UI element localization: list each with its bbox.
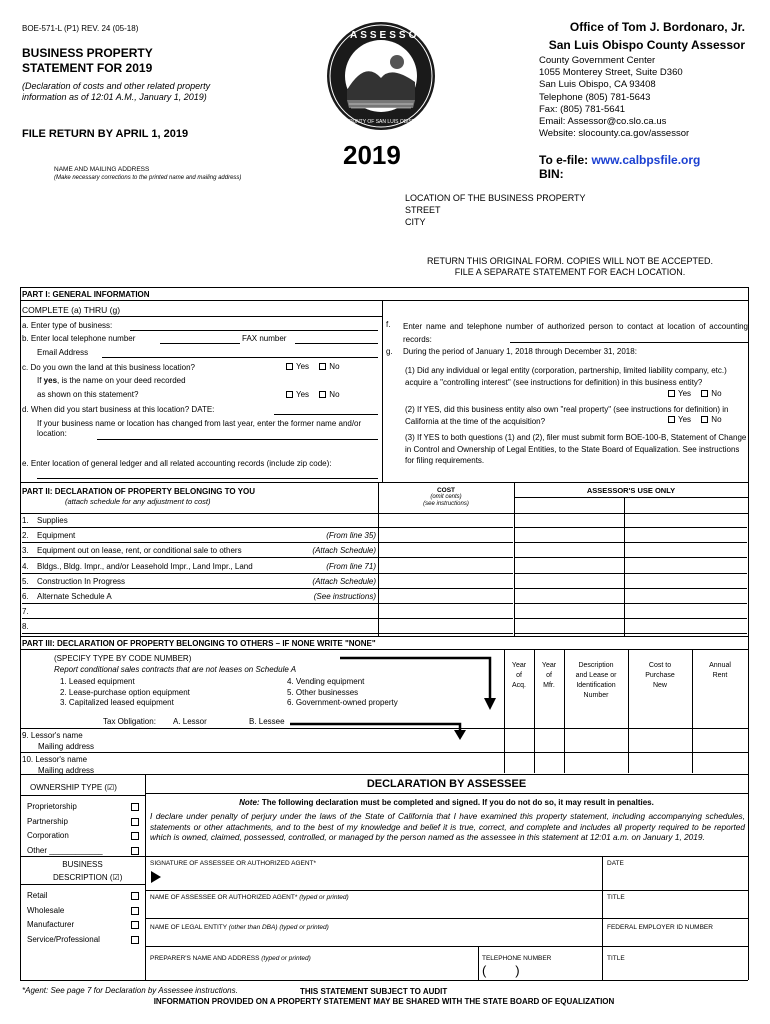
address-line: San Luis Obispo, CA 93408 — [539, 79, 656, 91]
g1-yes-no — [660, 389, 722, 398]
property-line-row — [22, 529, 378, 543]
col-text: Cost to — [648, 662, 672, 669]
location-block — [405, 192, 586, 228]
boe-100b-instructions: (3) If YES to both questions (1) and (2), filer must submit form BOE-100-B, Statement of Change in Control and Ownership of Legal Entities, to the State Board of Equalization. See instructions for filing requirements. — [405, 433, 747, 465]
business-label: Manufacturer — [27, 920, 75, 929]
col-text: Year — [511, 662, 527, 669]
yes-label: Yes — [678, 415, 692, 424]
deed-no-checkbox[interactable] — [319, 391, 326, 398]
property-line-row — [22, 620, 378, 634]
lessor-9-name: 9. Lessor's name — [22, 731, 83, 740]
ownership-label: Proprietorship — [27, 802, 77, 811]
business-title: BUSINESS — [62, 860, 103, 869]
cost-field[interactable] — [379, 620, 513, 634]
assessor-use-cell — [515, 514, 747, 528]
signature-arrow-icon — [151, 871, 161, 883]
part3-title: PART III: DECLARATION OF PROPERTY BELONGING TO OTHERS – IF NONE WRITE "NONE" — [22, 639, 376, 648]
col-text: Annual — [709, 662, 731, 669]
telephone-number-label: TELEPHONE NUMBER — [482, 955, 552, 962]
office-line-1: Office of Tom J. Bordonaro, Jr. — [569, 20, 745, 34]
seal-text-top: ASSESSOR — [350, 30, 430, 41]
ownership-label: Partnership — [27, 816, 68, 826]
location-street: STREET — [405, 205, 441, 215]
property-line-row — [22, 514, 378, 528]
line-number: 8. — [22, 622, 29, 632]
deed-yes-no — [278, 390, 340, 399]
ownership-row — [27, 815, 139, 830]
own-land-question: c. Do you own the land at this business location? — [22, 363, 195, 372]
preparer-text: PREPARER'S NAME AND ADDRESS — [150, 955, 260, 962]
line-reference: (From line 71) — [326, 561, 376, 571]
former-name-field[interactable] — [97, 439, 378, 440]
declaration-note — [145, 798, 748, 807]
deed-post: , is the name on your deed recorded — [57, 376, 186, 385]
period-question: During the period of January 1, 2018 through December 31, 2018: — [403, 347, 637, 356]
yes-label: Yes — [296, 362, 310, 371]
bin-label: BIN: — [539, 167, 564, 181]
partnership-checkbox[interactable] — [131, 818, 139, 826]
g1-yes-checkbox[interactable] — [668, 390, 675, 397]
no-label: No — [329, 362, 340, 371]
g1-no-checkbox[interactable] — [701, 390, 708, 397]
address-line: 1055 Monterey Street, Suite D360 — [539, 67, 683, 79]
address-line: Telephone (805) 781-5643 — [539, 91, 651, 103]
ledger-field[interactable] — [37, 478, 378, 479]
g2-yes-no — [660, 415, 722, 424]
sharing-notice: INFORMATION PROVIDED ON A PROPERTY STATEMENT MAY BE SHARED WITH THE STATE BOARD OF EQUALIZATION — [153, 997, 615, 1006]
cost-sub2: (see instructions) — [423, 501, 469, 507]
ownership-type-title: OWNERSHIP TYPE (☑) — [30, 783, 117, 792]
col-year-acq — [504, 661, 534, 691]
code-item: 4. Vending equipment — [287, 677, 365, 686]
col-text: and Lease or — [575, 672, 617, 679]
form-title-2: STATEMENT FOR 2019 — [22, 61, 153, 75]
tax-obligation-label: Tax Obligation: — [103, 717, 156, 726]
email-field[interactable] — [102, 357, 378, 358]
yes-label: Yes — [296, 390, 310, 399]
ledger-question: e. Enter location of general ledger and all related accounting records (include zip code): — [22, 459, 332, 468]
signature-field[interactable] — [165, 868, 599, 884]
line-description: Construction In Progress — [37, 576, 126, 586]
form-id: BOE-571-L (P1) REV. 24 (05-18) — [22, 24, 139, 33]
assessor-use-cell — [515, 529, 747, 543]
arrow-icon — [290, 720, 470, 744]
contact-person-question: Enter name and telephone number of authorized person to contact at location of accounting records: — [403, 322, 748, 344]
assessor-use-cell — [515, 560, 747, 574]
ownership-row — [27, 829, 139, 844]
cost-sub1: (omit cents) — [430, 494, 462, 500]
cost-field[interactable] — [379, 590, 513, 604]
cost-field[interactable] — [379, 560, 513, 574]
seal-text-bottom: COUNTY OF SAN LUIS OBISPO — [344, 119, 420, 125]
wholesale-checkbox[interactable] — [131, 907, 139, 915]
lessor-10-mailing: Mailing address — [38, 766, 95, 775]
ownership-row — [27, 800, 139, 815]
line-number: 6. — [22, 592, 29, 601]
fax-field[interactable] — [295, 343, 378, 344]
cost-field[interactable] — [379, 575, 513, 589]
property-line-row — [22, 560, 378, 574]
line-description: Alternate Schedule A — [37, 592, 112, 601]
location-title: LOCATION OF THE BUSINESS PROPERTY — [405, 193, 586, 203]
business-list — [27, 889, 139, 947]
own-land-yes-checkbox[interactable] — [286, 363, 293, 370]
part3-specify: (SPECIFY TYPE BY CODE NUMBER) — [54, 654, 192, 663]
codes-left — [60, 677, 190, 709]
assessor-use-cell — [515, 605, 747, 619]
fein-label: FEDERAL EMPLOYER ID NUMBER — [607, 924, 713, 931]
note-label: Note: — [239, 798, 260, 807]
retail-checkbox[interactable] — [131, 892, 139, 900]
efile-label: To e-file: — [539, 153, 589, 167]
line-number: 7. — [22, 607, 29, 617]
tax-year: 2019 — [343, 140, 401, 170]
address-line: Fax: (805) 781-5641 — [539, 103, 626, 115]
own-land-yes-no — [278, 362, 340, 371]
arrow-icon — [340, 654, 500, 714]
other-checkbox[interactable] — [131, 847, 139, 855]
line-number: 2. — [22, 531, 29, 541]
line-reference: (See instructions) — [313, 592, 376, 601]
col-description — [564, 661, 628, 701]
cost-field[interactable] — [379, 529, 513, 543]
proprietorship-checkbox[interactable] — [131, 803, 139, 811]
property-line-row — [22, 605, 378, 619]
address-line: Email: Assessor@co.slo.ca.us — [539, 116, 667, 128]
form-title-1: BUSINESS PROPERTY — [22, 46, 153, 60]
business-row — [27, 918, 139, 933]
description-title: DESCRIPTION (☑) — [53, 873, 123, 882]
business-label: Wholesale — [27, 905, 65, 915]
audit-notice: THIS STATEMENT SUBJECT TO AUDIT — [300, 987, 448, 996]
note-text: The following declaration must be completed and signed. If you do not do so, it may result in penalties. — [261, 798, 654, 807]
code-item: 1. Leased equipment — [60, 677, 135, 686]
deed-pre: If — [37, 376, 44, 385]
assessor-use-cell — [515, 590, 747, 604]
agent-footnote: *Agent: See page 7 for Declaration by Assessee instructions. — [22, 986, 238, 995]
signature-label: SIGNATURE OF ASSESSEE OR AUTHORIZED AGENT* — [150, 860, 317, 867]
property-line-row — [22, 544, 378, 558]
property-line-row — [22, 590, 378, 604]
lessor-10-name: 10. Lessor's name — [22, 755, 88, 764]
col-text: Acq. — [511, 682, 526, 689]
telephone-field[interactable] — [160, 343, 240, 344]
col-text: Year — [541, 662, 557, 669]
separate-statement: FILE A SEPARATE STATEMENT FOR EACH LOCATION. — [454, 267, 686, 277]
telephone-number-field[interactable]: ( ) — [482, 963, 520, 978]
col-text: Purchase — [645, 672, 675, 679]
cost-field[interactable] — [379, 544, 513, 558]
line-number: 1. — [22, 516, 29, 525]
own-land-no-checkbox[interactable] — [319, 363, 326, 370]
fax-label: FAX number — [242, 334, 287, 343]
part1-title: PART I: GENERAL INFORMATION — [22, 290, 150, 299]
line-number: 5. — [22, 576, 29, 586]
legal-entity-text: NAME OF LEGAL ENTITY — [150, 924, 227, 931]
legal-entity-label — [150, 924, 329, 931]
start-date-field[interactable] — [274, 414, 378, 415]
assessor-use-cell — [515, 575, 747, 589]
service-professional-checkbox[interactable] — [131, 936, 139, 944]
office-address — [539, 55, 689, 140]
address-line: Website: slocounty.ca.gov/assessor — [539, 128, 690, 140]
cost-field[interactable] — [379, 605, 513, 619]
email-label: Email Address — [37, 348, 89, 357]
part1-complete: COMPLETE (a) THRU (g) — [22, 305, 121, 315]
line-description: Equipment — [37, 531, 76, 541]
no-label: No — [329, 390, 340, 399]
col-text: of — [546, 672, 552, 679]
corporation-checkbox[interactable] — [131, 832, 139, 840]
line-description: Equipment out on lease, rent, or conditional sale to others — [37, 546, 242, 556]
start-date-question: d. When did you start business at this location? DATE: — [22, 405, 215, 414]
no-label: No — [711, 415, 722, 424]
file-return-date: FILE RETURN BY APRIL 1, 2019 — [22, 128, 189, 140]
col-text: of — [516, 672, 522, 679]
lessor-option: A. Lessor — [173, 717, 207, 726]
col-text: Identification — [576, 682, 616, 689]
col-year-mfr — [534, 661, 564, 691]
typed-note: (typed or printed) — [299, 894, 349, 901]
legal-entity-note: (other than DBA) (typed or printed) — [228, 924, 329, 931]
ownership-label: Other ____________ — [27, 845, 103, 855]
part2-subtitle: (attach schedule for any adjustment to cost) — [65, 497, 211, 506]
g2-yes-checkbox[interactable] — [668, 416, 675, 423]
business-row — [27, 889, 139, 904]
type-of-business-label: a. Enter type of business: — [22, 321, 113, 330]
return-original: RETURN THIS ORIGINAL FORM. COPIES WILL NOT BE ACCEPTED. — [426, 256, 714, 266]
line-description: Bldgs., Bldg. Impr., and/or Leasehold Impr., Land Impr., Land — [37, 561, 253, 571]
code-item: 6. Government-owned property — [287, 698, 398, 707]
declaration-text: I declare under penalty of perjury under the laws of the State of California that I have examined this property statement, including accompanying schedules, statements or other attachments, and to the best of my knowledge and belief it is true, correct, and complete and includes all property required to be reported which is owned, claimed, possessed, controlled, or managed by the person named as the assessee in this statement at 12:01 a.m. on January 1, 2019. — [150, 811, 745, 842]
date-label: DATE — [607, 860, 624, 867]
col-text: New — [652, 682, 667, 689]
line-description: Supplies — [37, 516, 68, 525]
business-label: Service/Professional — [27, 934, 100, 944]
ownership-list — [27, 800, 139, 858]
g2-no-checkbox[interactable] — [701, 416, 708, 423]
declaration-title: DECLARATION BY ASSESSEE — [366, 778, 527, 790]
preparer-label — [150, 955, 311, 962]
contact-person-field[interactable] — [510, 342, 748, 343]
manufacturer-checkbox[interactable] — [131, 921, 139, 929]
code-item: 5. Other businesses — [287, 687, 359, 697]
telephone-label: b. Enter local telephone number — [22, 334, 136, 343]
f-label: f. — [386, 320, 391, 329]
col-text: Number — [583, 692, 609, 699]
assessor-use-cell — [515, 620, 747, 634]
cost-header: COST — [436, 487, 456, 494]
code-item: 3. Capitalized leased equipment — [60, 698, 174, 707]
name-agent-text: NAME OF ASSESSEE OR AUTHORIZED AGENT* — [150, 894, 298, 901]
name-mailing-label: NAME AND MAILING ADDRESS — [54, 166, 150, 173]
efile-link[interactable]: www.calbpsfile.org — [591, 153, 701, 167]
lessee-option: B. Lessee — [249, 717, 285, 726]
code-item: 2. Lease-purchase option equipment — [60, 687, 190, 697]
controlling-interest-question: (1) Did any individual or legal entity (corporation, partnership, limited liability company, etc.) acquire a "controlling interest" (see instructions for definition) in this business entity? — [405, 366, 727, 387]
deed-yes: yes — [43, 376, 58, 385]
part2-title: PART II: DECLARATION OF PROPERTY BELONGING TO YOU — [22, 487, 256, 496]
business-row — [27, 904, 139, 919]
location-city: CITY — [405, 217, 426, 227]
lessor-9-mailing: Mailing address — [38, 742, 95, 751]
typed-note: (typed or printed) — [261, 955, 311, 962]
deed-question — [37, 376, 186, 385]
address-line: County Government Center — [539, 55, 656, 66]
declaration-note: (Declaration of costs and other related property information as of 12:01 A.M., January 1, 2019) — [22, 81, 211, 102]
col-cost-new — [628, 661, 692, 691]
property-line-row — [22, 575, 378, 589]
name-agent-label — [150, 894, 349, 901]
g-label: g. — [386, 347, 393, 356]
assessor-use-cell — [515, 544, 747, 558]
no-label: No — [711, 389, 722, 398]
real-property-question: (2) If YES, did this business entity also own "real property" (see instructions for definition) in California at the time of the acquisition? — [405, 405, 729, 426]
cost-field[interactable] — [379, 514, 513, 528]
office-line-2: San Luis Obispo County Assessor — [548, 38, 745, 52]
part3-report: Report conditional sales contracts that are not leases on Schedule A — [54, 665, 297, 674]
business-row — [27, 933, 139, 948]
assessors-use-only: ASSESSOR'S USE ONLY — [586, 486, 676, 495]
line-number: 3. — [22, 546, 29, 556]
yes-label: Yes — [678, 389, 692, 398]
col-annual-rent — [692, 661, 748, 681]
col-text: Description — [578, 662, 614, 669]
business-label: Retail — [27, 891, 48, 900]
line-reference: (Attach Schedule) — [312, 576, 376, 586]
title-label-2: TITLE — [607, 955, 625, 962]
line-reference: (Attach Schedule) — [312, 546, 376, 556]
col-text: Mfr. — [543, 682, 555, 689]
efile-line — [539, 153, 700, 167]
col-text: Rent — [712, 672, 728, 679]
deed-question-2: as shown on this statement? — [37, 390, 139, 399]
title-label: TITLE — [607, 894, 625, 901]
line-number: 4. — [22, 561, 29, 571]
type-of-business-field[interactable] — [130, 330, 378, 331]
ownership-label: Corporation — [27, 831, 69, 840]
deed-yes-checkbox[interactable] — [286, 391, 293, 398]
line-reference: (From line 35) — [326, 531, 376, 541]
name-mailing-note: (Make necessary corrections to the printed name and mailing address) — [54, 175, 242, 181]
former-name-question: If your business name or location has changed from last year, enter the former name and/or location: — [37, 419, 362, 438]
